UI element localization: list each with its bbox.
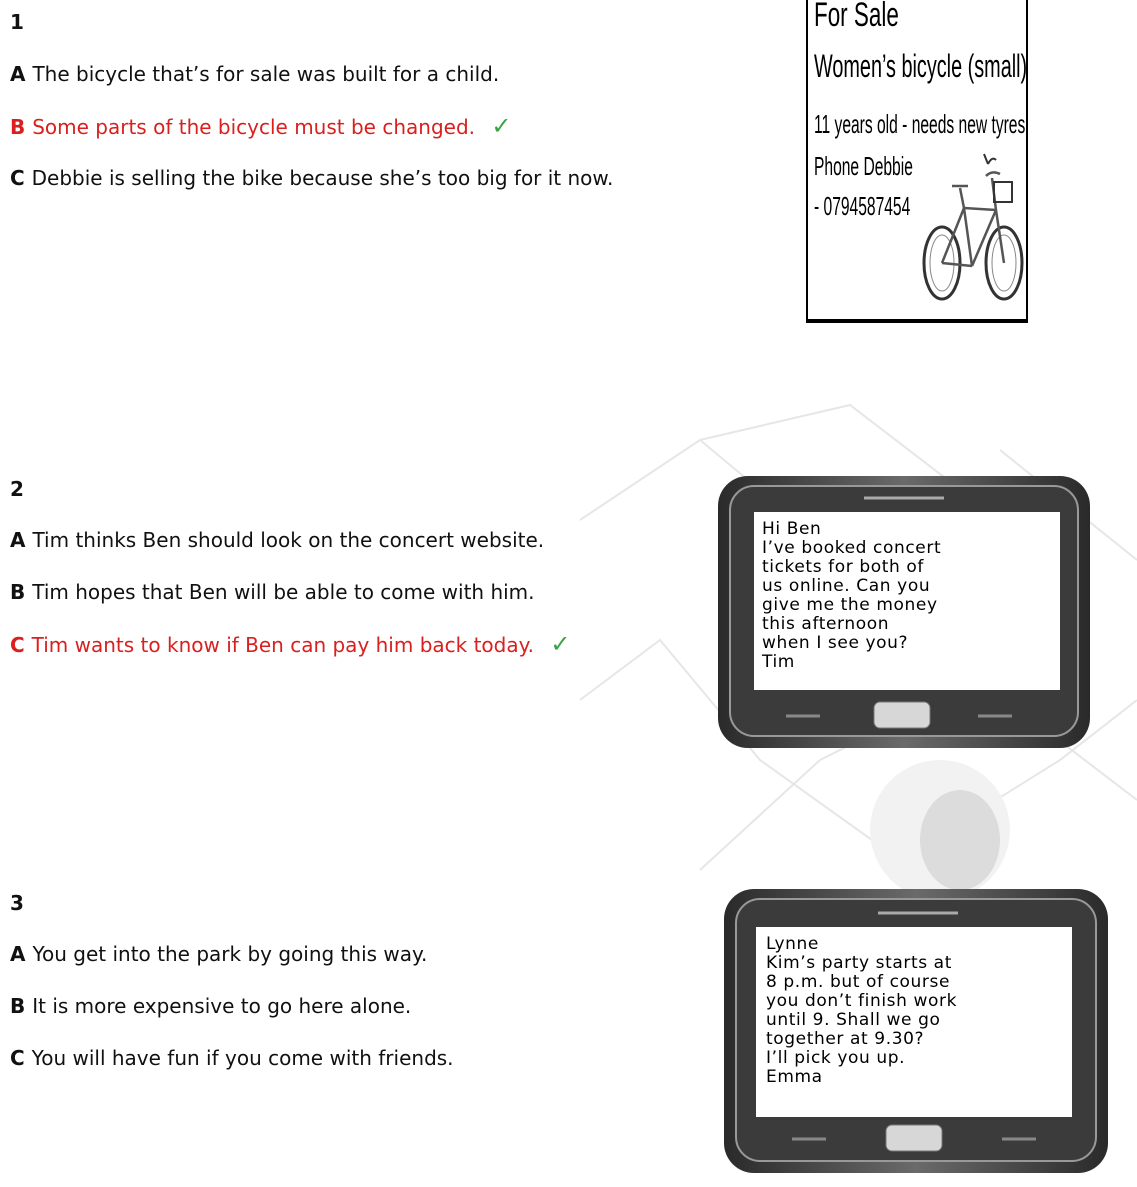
message-line: Kim’s party starts at [766,953,952,973]
ad-age-line: 11 years old - needs new tyres [814,109,1026,139]
option-letter: C [10,633,32,657]
option-2a[interactable] [10,528,544,552]
message-line: tickets for both of [762,557,924,577]
phone-message-2 [716,474,1092,750]
message-line: together at 9.30? [766,1029,925,1049]
message-line: Hi Ben [762,519,822,539]
option-text: Debbie is selling the bike because she’s too big for it now. [31,166,614,190]
option-1a[interactable] [10,62,499,86]
option-text: You will have fun if you come with friends. [31,1046,454,1070]
option-letter: A [10,62,33,86]
message-line: us online. Can you [762,576,931,596]
ad-contact-line: Phone Debbie [814,151,913,181]
option-letter: B [10,994,33,1018]
message-line: Emma [766,1067,823,1087]
ad-phone-line: - 0794587454 [814,191,911,221]
message-line: until 9. Shall we go [766,1010,941,1030]
option-letter: A [10,942,33,966]
message-line: Tim [762,652,795,672]
option-letter: B [10,580,33,604]
question-number-1: 1 [10,10,24,34]
option-3c[interactable] [10,1046,454,1070]
message-line: Lynne [766,934,819,954]
message-line: I’ve booked concert [762,538,942,558]
for-sale-ad [806,0,1028,323]
option-letter: C [10,1046,32,1070]
option-text: It is more expensive to go here alone. [32,994,412,1018]
option-1c[interactable] [10,166,613,190]
option-letter: C [10,166,32,190]
option-2c[interactable] [10,632,570,657]
ad-title: For Sale [814,0,899,34]
question-number-3: 3 [10,891,24,915]
message-screen [754,512,1060,690]
message-line: this afternoon [762,614,890,634]
check-mark-icon: ✓ [491,112,512,140]
message-line: I’ll pick you up. [766,1048,906,1068]
message-line: 8 p.m. but of course [766,972,951,992]
bicycle-icon [916,148,1026,303]
option-text: The bicycle that’s for sale was built for a child. [32,62,500,86]
option-text: Some parts of the bicycle must be changed. [32,115,475,139]
question-number-2: 2 [10,477,24,501]
message-line: when I see you? [762,633,909,653]
message-line: you don’t finish work [766,991,958,1011]
option-3b[interactable] [10,994,411,1018]
option-3a[interactable] [10,942,427,966]
option-text: Tim wants to know if Ben can pay him back today. [31,633,534,657]
option-letter: A [10,528,33,552]
message-screen [756,927,1072,1117]
option-text: Tim thinks Ben should look on the concert website. [32,528,545,552]
check-mark-icon: ✓ [550,630,571,658]
option-text: Tim hopes that Ben will be able to come with him. [32,580,535,604]
option-text: You get into the park by going this way. [32,942,428,966]
phone-message-3 [722,887,1110,1175]
option-letter: B [10,115,33,139]
message-line: give me the money [762,595,938,615]
ad-subtitle: Women’s bicycle (small) [814,48,1028,84]
option-2b[interactable] [10,580,535,604]
option-1b[interactable] [10,114,511,139]
